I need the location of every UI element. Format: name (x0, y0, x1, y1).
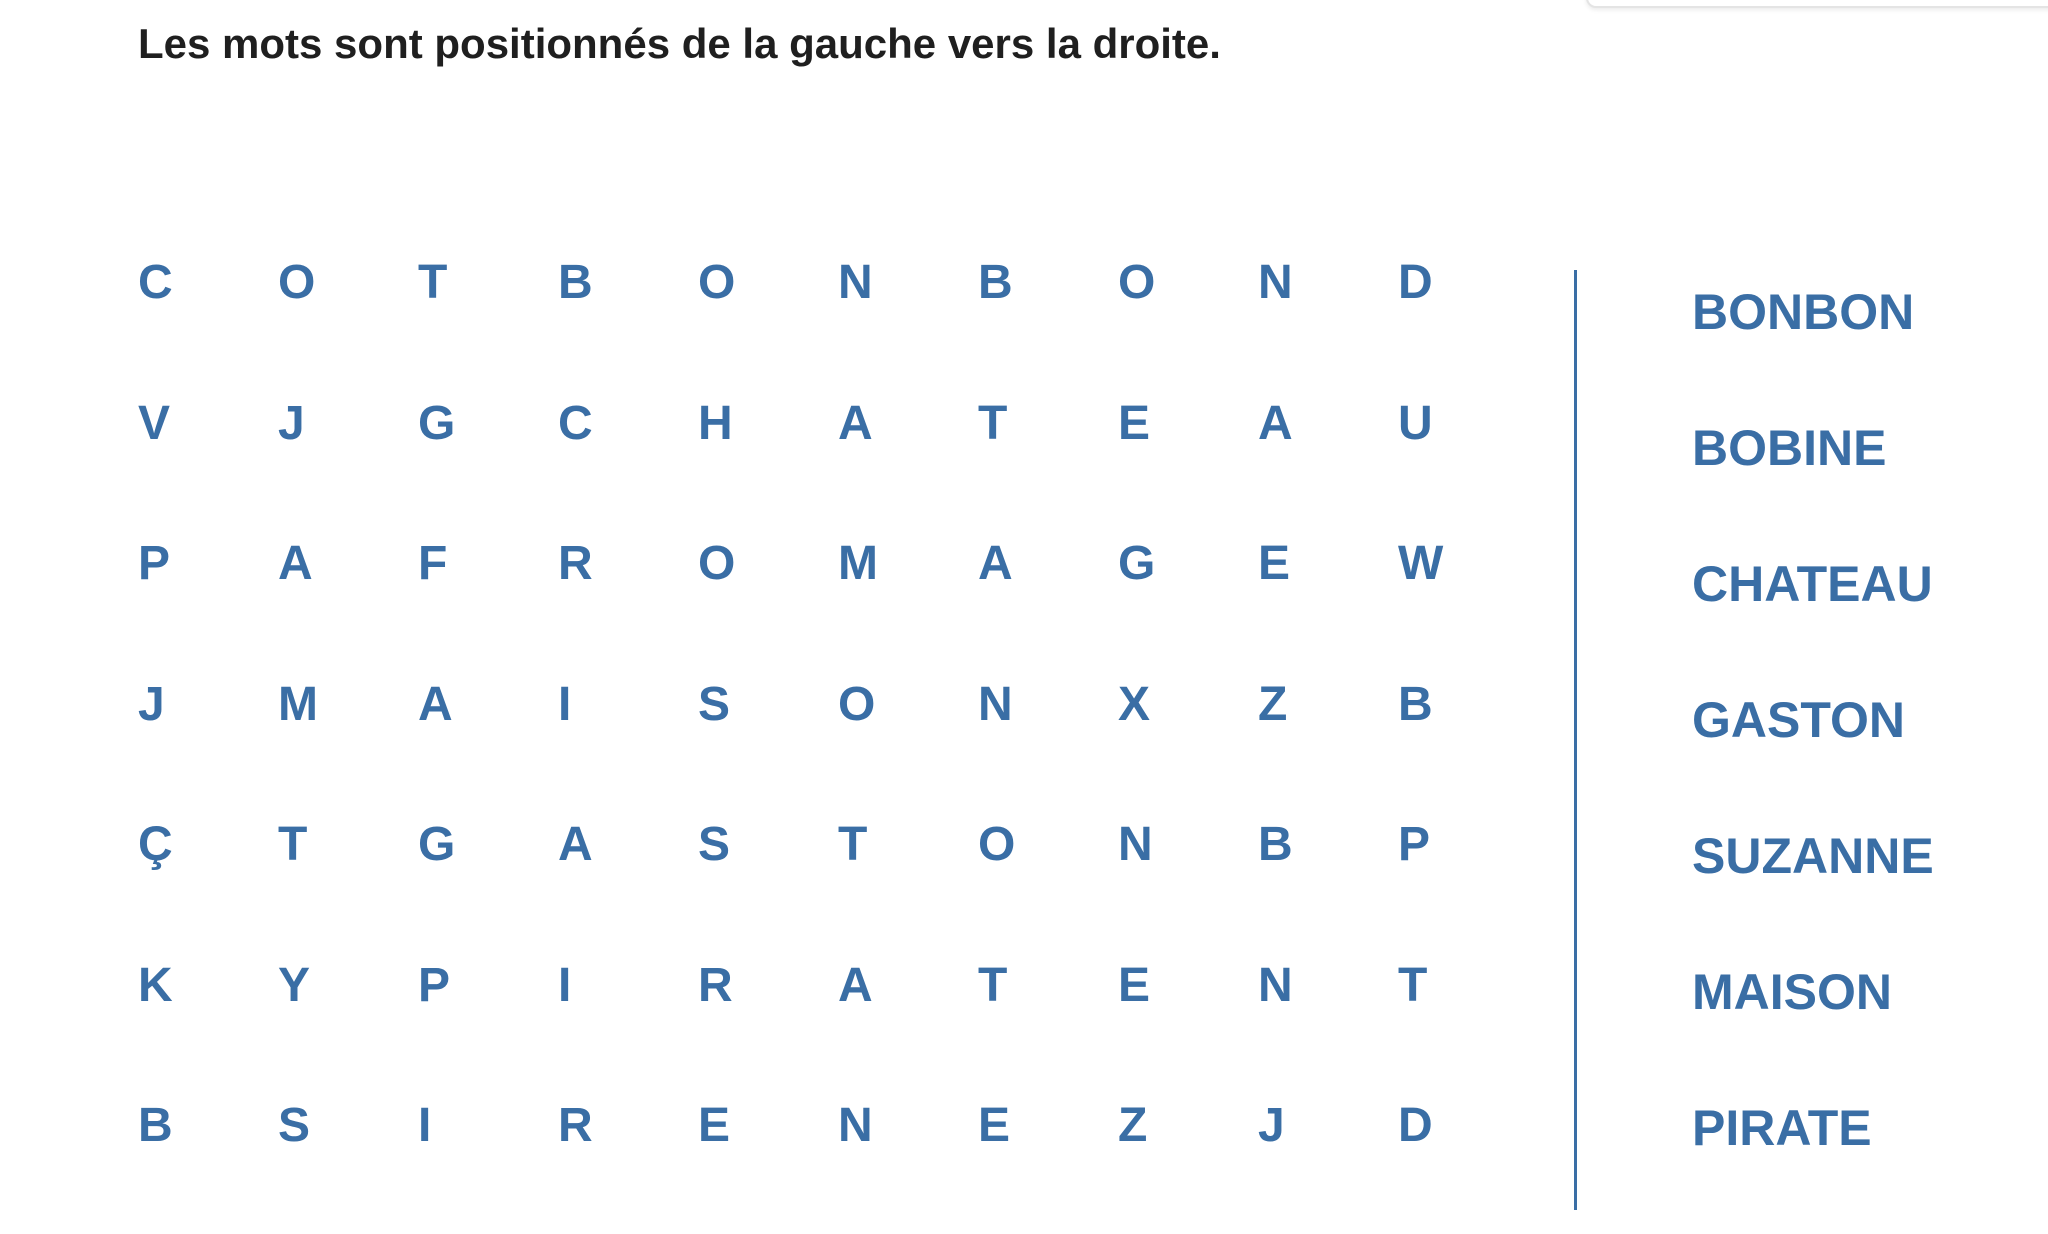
grid-cell[interactable]: E (698, 1099, 731, 1152)
grid-cell[interactable]: O (838, 677, 876, 731)
grid-cell[interactable]: O (278, 256, 316, 309)
grid-row (138, 953, 1478, 1094)
grid-cell[interactable]: P (418, 958, 451, 1012)
grid-cell[interactable]: G (1118, 537, 1156, 590)
word-item: GASTON (1692, 692, 1905, 748)
grid-row (138, 531, 1478, 672)
grid-cell[interactable]: N (1258, 958, 1293, 1012)
word-item: PIRATE (1692, 1100, 1872, 1156)
grid-cell[interactable]: O (698, 537, 736, 590)
grid-row (138, 391, 1478, 532)
grid-cell[interactable]: S (278, 1099, 311, 1152)
instruction-text: Les mots sont positionnés de la gauche vers la droite. (138, 20, 1221, 67)
grid-cell[interactable]: E (1118, 396, 1151, 450)
grid-cell[interactable]: N (978, 677, 1013, 731)
grid-cell[interactable]: O (1118, 256, 1156, 309)
grid-cell[interactable]: J (1258, 1099, 1285, 1152)
grid-cell[interactable]: E (1118, 958, 1151, 1012)
grid-cell[interactable]: X (1118, 677, 1151, 731)
grid-cell[interactable]: G (418, 818, 456, 871)
grid-cell[interactable]: T (978, 958, 1008, 1012)
grid-cell[interactable]: D (1398, 1099, 1433, 1152)
grid-cell[interactable]: K (138, 958, 173, 1012)
grid-divider (1574, 270, 1577, 1210)
grid-cell[interactable]: P (1398, 818, 1431, 871)
grid-cell[interactable]: N (838, 256, 873, 309)
grid-cell[interactable]: A (838, 396, 873, 450)
grid-cell[interactable]: O (978, 818, 1016, 871)
grid-cell[interactable]: A (558, 818, 593, 871)
word-item: SUZANNE (1692, 828, 1934, 884)
grid-cell[interactable]: T (418, 256, 448, 309)
grid-cell[interactable]: E (1258, 537, 1291, 590)
grid-cell[interactable]: B (558, 256, 593, 309)
grid-cell[interactable]: Z (1118, 1099, 1148, 1152)
grid-cell[interactable]: C (138, 256, 173, 309)
grid-cell[interactable]: T (1398, 958, 1428, 1012)
grid-cell[interactable]: O (698, 256, 736, 309)
grid-cell[interactable]: D (1398, 256, 1433, 309)
grid-cell[interactable]: E (978, 1099, 1011, 1152)
top-card-edge (1586, 0, 2048, 8)
word-item: MAISON (1692, 964, 1892, 1020)
grid-cell[interactable]: I (558, 958, 572, 1012)
grid-cell[interactable]: P (138, 537, 171, 590)
grid-row (138, 672, 1478, 813)
grid-cell[interactable]: R (698, 958, 733, 1012)
grid-cell[interactable]: N (838, 1099, 873, 1152)
grid-cell[interactable]: V (138, 396, 171, 450)
grid-cell[interactable]: M (838, 537, 878, 590)
grid-cell[interactable]: S (698, 818, 731, 871)
grid-cell[interactable]: R (558, 1099, 593, 1152)
grid-cell[interactable]: C (558, 396, 593, 450)
grid-cell[interactable]: W (1398, 537, 1444, 590)
grid-cell[interactable]: I (558, 677, 572, 731)
grid-row (138, 1093, 1478, 1234)
grid-cell[interactable]: H (698, 396, 733, 450)
grid-cell[interactable]: J (138, 677, 165, 731)
grid-cell[interactable]: A (838, 958, 873, 1012)
grid-cell[interactable]: S (698, 677, 731, 731)
grid-cell[interactable]: A (278, 537, 313, 590)
grid-cell[interactable]: Ç (138, 818, 173, 871)
grid-cell[interactable]: B (1258, 818, 1293, 871)
grid-row (138, 250, 1478, 391)
grid-cell[interactable]: A (978, 537, 1013, 590)
grid-cell[interactable]: J (278, 396, 305, 450)
word-item: CHATEAU (1692, 556, 1933, 612)
grid-cell[interactable]: B (1398, 677, 1433, 731)
grid-cell[interactable]: M (278, 677, 318, 731)
word-search-grid (138, 250, 1478, 1234)
grid-cell[interactable]: T (978, 396, 1008, 450)
grid-cell[interactable]: I (418, 1099, 432, 1152)
grid-cell[interactable]: T (838, 818, 868, 871)
word-item: BOBINE (1692, 420, 1887, 476)
grid-cell[interactable]: N (1258, 256, 1293, 309)
grid-cell[interactable]: G (418, 396, 456, 450)
grid-cell[interactable]: B (978, 256, 1013, 309)
grid-cell[interactable]: A (418, 677, 453, 731)
grid-cell[interactable]: A (1258, 396, 1293, 450)
grid-cell[interactable]: Y (278, 958, 311, 1012)
word-item: BONBON (1692, 284, 1915, 340)
word-list (1692, 280, 1934, 1232)
grid-cell[interactable]: Z (1258, 677, 1288, 731)
grid-cell[interactable]: U (1398, 396, 1433, 450)
grid-row (138, 812, 1478, 953)
grid-cell[interactable]: N (1118, 818, 1153, 871)
grid-cell[interactable]: R (558, 537, 593, 590)
grid-cell[interactable]: B (138, 1099, 173, 1152)
grid-cell[interactable]: F (418, 537, 448, 590)
grid-cell[interactable]: T (278, 818, 308, 871)
